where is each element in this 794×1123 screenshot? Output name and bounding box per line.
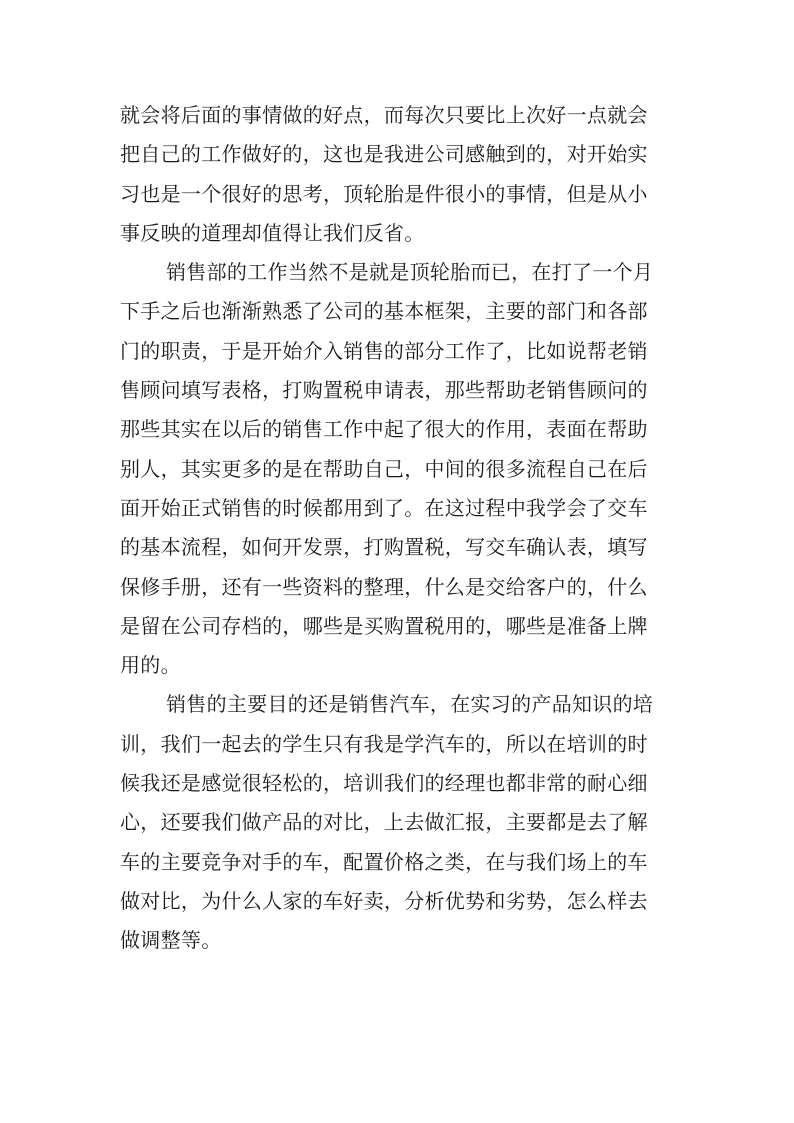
paragraph-2-line-2: 下手之后也渐渐熟悉了公司的基本框架，主要的部门和各部 <box>120 299 648 324</box>
paragraph-2-line-8: 的基本流程，如何开发票，打购置税，写交车确认表，填写 <box>120 535 648 560</box>
paragraph-1-line-4: 事反映的道理却值得让我们反省。 <box>120 220 425 245</box>
paragraph-3-line-4: 心，还要我们做产品的对比，上去做汇报，主要都是去了解 <box>120 810 648 835</box>
paragraph-3-line-7: 做调整等。 <box>120 928 222 953</box>
paragraph-3-line-2: 训，我们一起去的学生只有我是学汽车的，所以在培训的时 <box>120 731 648 756</box>
paragraph-2-line-3: 门的职责，于是开始介入销售的部分工作了，比如说帮老销 <box>120 338 648 363</box>
paragraph-1-line-3: 习也是一个很好的思考，顶轮胎是件很小的事情，但是从小 <box>120 181 648 206</box>
paragraph-2-line-7: 面开始正式销售的时候都用到了。在这过程中我学会了交车 <box>120 495 648 520</box>
paragraph-2-line-9: 保修手册，还有一些资料的整理，什么是交给客户的，什么 <box>120 574 648 599</box>
paragraph-3-line-3: 候我还是感觉很轻松的，培训我们的经理也都非常的耐心细 <box>120 771 648 796</box>
paragraph-3-line-6: 做对比，为什么人家的车好卖，分析优势和劣势，怎么样去 <box>120 888 648 913</box>
document-body <box>120 96 676 961</box>
paragraph-2-line-10: 是留在公司存档的，哪些是买购置税用的，哪些是准备上牌 <box>120 613 648 638</box>
paragraph-2-line-5: 那些其实在以后的销售工作中起了很大的作用，表面在帮助 <box>120 417 648 442</box>
paragraph-1-line-1: 就会将后面的事情做的好点，而每次只要比上次好一点就会 <box>120 103 648 127</box>
paragraph-2-line-6: 别人，其实更多的是在帮助自己，中间的很多流程自己在后 <box>120 456 648 481</box>
paragraph-1-line-2: 把自己的工作做好的，这也是我进公司感触到的，对开始实 <box>120 142 648 167</box>
paragraph-3-line-1: 销售的主要目的还是销售汽车，在实习的产品知识的培 <box>166 692 654 717</box>
paragraph-3-line-5: 车的主要竞争对手的车，配置价格之类，在与我们场上的车 <box>120 849 648 874</box>
paragraph-2-line-11: 用的。 <box>120 653 181 678</box>
paragraph-2-line-4: 售顾问填写表格，打购置税申请表，那些帮助老销售顾问的 <box>120 378 648 403</box>
paragraph-2-line-1: 销售部的工作当然不是就是顶轮胎而已，在打了一个月 <box>166 260 654 285</box>
